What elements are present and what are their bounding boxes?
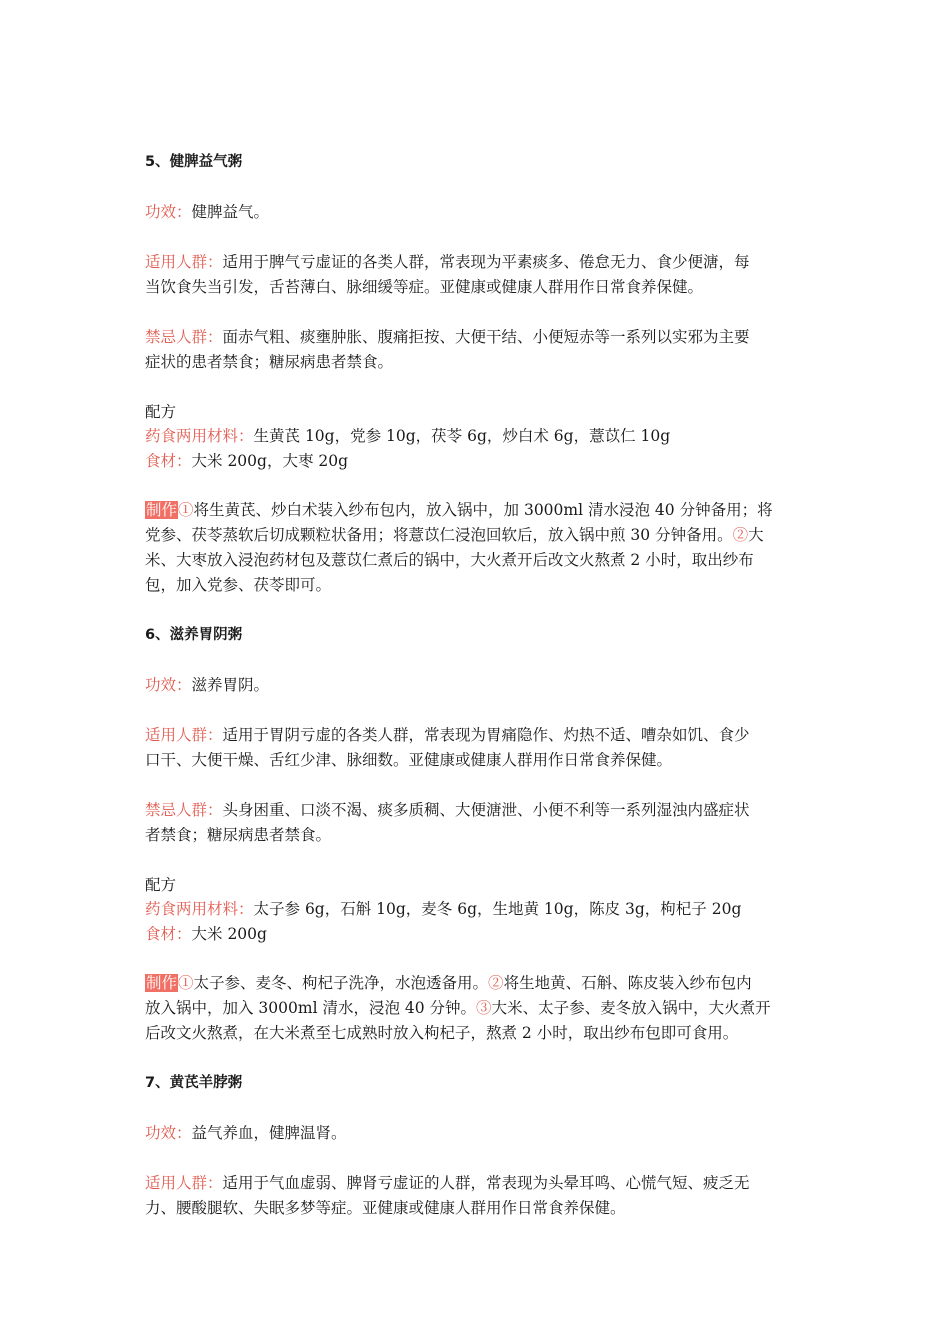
food-text: 大米 200g xyxy=(191,925,267,943)
method-text: 将生黄芪、炒白术装入纱布包内，放入锅中，加 3000ml 清水浸泡 40 分钟备用；将 xyxy=(193,501,773,519)
method-text: 将生地黄、石斛、陈皮装入纱布包内 xyxy=(503,974,752,992)
method-label: 制作 xyxy=(146,974,178,992)
section-5-method-line-1 xyxy=(145,498,773,523)
section-7-suitable-line-1 xyxy=(145,1171,750,1196)
suitable-text: 适用于气血虚弱、脾肾亏虚证的人群，常表现为头晕耳鸣、心慌气短、疲乏无 xyxy=(222,1174,750,1192)
efficacy-text: 滋养胃阴。 xyxy=(191,676,270,694)
method-text: 太子参、麦冬、枸杞子洗净，水泡透备用。 xyxy=(193,974,489,992)
herb-label: 药食两用材料： xyxy=(145,427,254,445)
section-5-suitable-line-1 xyxy=(145,250,750,275)
suitable-label: 适用人群： xyxy=(145,726,223,744)
section-5-method-line-2 xyxy=(145,523,764,548)
section-6-suitable-line-2: 口干、大便干燥、舌红少津、脉细数。亚健康或健康人群用作日常食养保健。 xyxy=(145,751,673,769)
method-text: 放入锅中，加入 3000ml 清水，浸泡 40 分钟。 xyxy=(145,999,477,1017)
section-5-herbs xyxy=(145,424,670,449)
section-6-method-line-2 xyxy=(145,996,771,1021)
section-6-method-line-1 xyxy=(145,971,752,996)
food-label: 食材： xyxy=(145,452,192,470)
step-marker: ③ xyxy=(476,999,492,1017)
efficacy-text: 益气养血，健脾温肾。 xyxy=(191,1124,347,1142)
step-marker: ② xyxy=(488,974,504,992)
food-text: 大米 200g，大枣 20g xyxy=(191,452,349,470)
section-5-efficacy xyxy=(145,200,269,225)
herb-text: 生黄芪 10g，党参 10g，茯苓 6g，炒白术 6g，薏苡仁 10g xyxy=(253,427,671,445)
section-6-formula-label: 配方 xyxy=(145,876,177,894)
section-7-title: 7、黄芪羊脖粥 xyxy=(145,1075,243,1091)
section-5-contra-line-1 xyxy=(145,325,750,350)
section-6-contra-line-1 xyxy=(145,798,750,823)
herb-label: 药食两用材料： xyxy=(145,900,254,918)
suitable-label: 适用人群： xyxy=(145,253,223,271)
section-6-contra-line-2: 者禁食；糖尿病患者禁食。 xyxy=(145,826,332,844)
suitable-label: 适用人群： xyxy=(145,1174,223,1192)
section-5-method-line-4: 包，加入党参、茯苓即可。 xyxy=(145,576,332,594)
step-marker: ① xyxy=(178,974,194,992)
section-6-suitable-line-1 xyxy=(145,723,750,748)
step-marker: ① xyxy=(178,501,194,519)
herb-text: 太子参 6g，石斛 10g，麦冬 6g，生地黄 10g，陈皮 3g，枸杞子 20g xyxy=(253,900,742,918)
section-5-contra-line-2: 症状的患者禁食；糖尿病患者禁食。 xyxy=(145,353,394,371)
section-6-herbs xyxy=(145,897,741,922)
section-7-efficacy xyxy=(145,1121,347,1146)
step-marker: ② xyxy=(732,526,749,544)
contra-label: 禁忌人群： xyxy=(145,328,223,346)
section-5-foods xyxy=(145,449,348,474)
section-6-method-line-3: 后改文火熬煮，在大米煮至七成熟时放入枸杞子，熬煮 2 小时，取出纱布包即可食用。 xyxy=(145,1024,739,1042)
section-6-title: 6、滋养胃阴粥 xyxy=(145,627,243,643)
efficacy-label: 功效： xyxy=(145,1124,192,1142)
method-label: 制作 xyxy=(146,501,178,519)
section-6-foods xyxy=(145,922,267,947)
suitable-text: 适用于胃阴亏虚的各类人群，常表现为胃痛隐作、灼热不适、嘈杂如饥、食少 xyxy=(222,726,750,744)
contra-text: 头身困重、口淡不渴、痰多质稠、大便溏泄、小便不利等一系列湿浊内盛症状 xyxy=(222,801,750,819)
section-5-formula-label: 配方 xyxy=(145,403,177,421)
section-7-suitable-line-2: 力、腰酸腿软、失眠多梦等症。亚健康或健康人群用作日常食养保健。 xyxy=(145,1199,626,1217)
method-text: 大米、太子参、麦冬放入锅中，大火煮开 xyxy=(491,999,771,1017)
method-text: 党参、茯苓蒸软后切成颗粒状备用；将薏苡仁浸泡回软后，放入锅中煎 30 分钟备用。 xyxy=(145,526,733,544)
efficacy-text: 健脾益气。 xyxy=(191,203,270,221)
section-5-method-line-3: 米、大枣放入浸泡药材包及薏苡仁煮后的锅中，大火煮开后改文火熬煮 2 小时，取出纱布 xyxy=(145,551,754,569)
efficacy-label: 功效： xyxy=(145,203,192,221)
section-5-title: 5、健脾益气粥 xyxy=(145,154,243,170)
suitable-text: 适用于脾气亏虚证的各类人群，常表现为平素痰多、倦怠无力、食少便溏，每 xyxy=(222,253,750,271)
section-6-efficacy xyxy=(145,673,269,698)
food-label: 食材： xyxy=(145,925,192,943)
section-5-suitable-line-2: 当饮食失当引发，舌苔薄白、脉细缓等症。亚健康或健康人群用作日常食养保健。 xyxy=(145,278,704,296)
efficacy-label: 功效： xyxy=(145,676,192,694)
contra-text: 面赤气粗、痰壅肿胀、腹痛拒按、大便干结、小便短赤等一系列以实邪为主要 xyxy=(222,328,750,346)
contra-label: 禁忌人群： xyxy=(145,801,223,819)
method-text: 大 xyxy=(748,526,764,544)
